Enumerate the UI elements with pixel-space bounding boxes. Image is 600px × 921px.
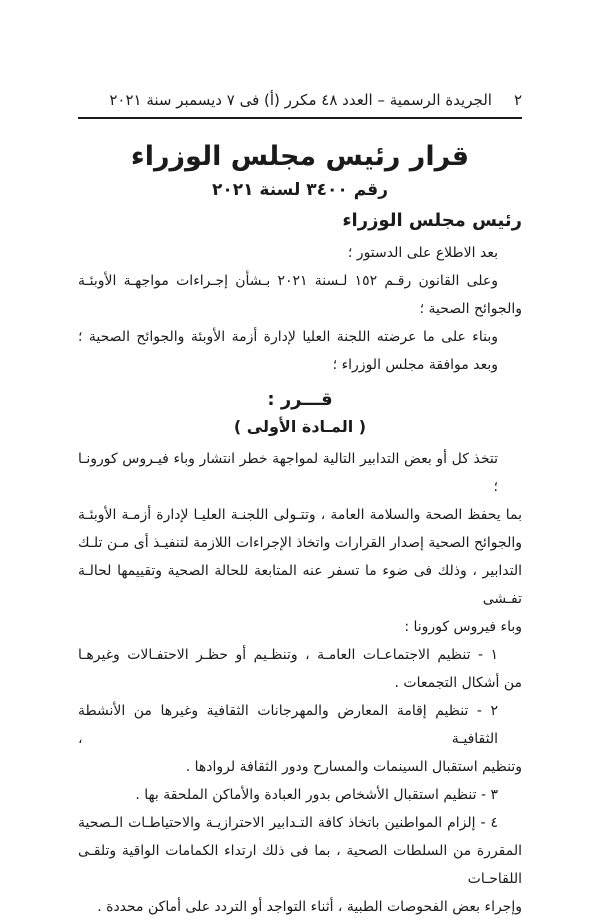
article-item-4-line-1: ٤ - إلزام المواطنين باتخاذ كافة التـدابير الاحترازيـة والاحتياطـات الـصحية bbox=[78, 815, 498, 831]
preamble-line-5: وبعد موافقة مجلس الوزراء ؛ bbox=[332, 357, 498, 373]
issue-line: الجريدة الرسمية – العدد ٤٨ مكرر (أ) فى ٧ ديسمبر سنة ٢٠٢١ bbox=[109, 91, 492, 109]
preamble-line-3: والجوائح الصحية ؛ bbox=[419, 301, 522, 317]
header-rule bbox=[78, 117, 522, 119]
decree-body bbox=[78, 139, 522, 921]
preamble-section bbox=[78, 239, 522, 379]
article-item-1-line-1: ١ - تنظيم الاجتماعـات العامـة ، وتنظـيم أو حظـر الاحتفـالات وغيرهـا bbox=[78, 647, 498, 663]
article-one-heading: ( المـادة الأولى ) bbox=[233, 417, 367, 436]
article-line-1: تتخذ كل أو بعض التدابير التالية لمواجهة خطر انتشار وباء فيـروس كورونـا ؛ bbox=[78, 451, 498, 495]
article-item-2-line-2: وتنظيم استقبال السينمات والمسارح ودور الثقافة لروادها . bbox=[185, 759, 522, 775]
article-item-4-line-3: وإجراء بعض الفحوصات الطبية ، أثناء التواجد أو التردد على أماكن محددة . bbox=[97, 899, 522, 915]
article-line-4: التدابير ، وذلك فى ضوء ما تسفر عنه المتابعة للحالة الصحية وتقييمها لحالـة تفـشى bbox=[78, 563, 522, 607]
page-number: ٢ bbox=[513, 91, 522, 109]
issuer-heading: رئيس مجلس الوزراء bbox=[342, 210, 522, 231]
article-item-1-line-2: من أشكال التجمعات . bbox=[394, 675, 522, 691]
preamble-line-4: وبناء على ما عرضته اللجنة العليا لإدارة أزمة الأوبئة والجوائح الصحية ؛ bbox=[78, 329, 498, 345]
article-one-section bbox=[78, 445, 522, 921]
article-line-3: والجوائح الصحية إصدار القرارات واتخاذ الإجراءات اللازمة لتنفيـذ أى مـن تلـك bbox=[78, 535, 522, 551]
preamble-line-2: وعلى القانون رقـم ١٥٢ لـسنة ٢٠٢١ بـشأن إجـراءات مواجهـة الأوبئـة bbox=[78, 273, 498, 289]
preamble-line-1: بعد الاطلاع على الدستور ؛ bbox=[347, 245, 498, 261]
page-header bbox=[78, 90, 522, 119]
article-line-5: وباء فيروس كورونا : bbox=[404, 619, 522, 635]
article-item-4-line-2: المقررة من السلطات الصحية ، بما فى ذلك ارتداء الكمامات الواقية وتلقـى اللقاحـات bbox=[78, 843, 522, 887]
article-line-2: بما يحفظ الصحة والسلامة العامة ، وتتـولى اللجنـة العليـا لإدارة أزمـة الأوبئـة bbox=[78, 507, 522, 523]
decree-title: قرار رئيس مجلس الوزراء bbox=[130, 141, 470, 172]
header-row bbox=[78, 90, 522, 110]
decree-number: رقم ٣٤٠٠ لسنة ٢٠٢١ bbox=[212, 180, 388, 200]
page-content bbox=[78, 0, 522, 921]
decree-word: قـــرر : bbox=[267, 389, 333, 410]
article-item-2-line-1: ٢ - تنظيم إقامة المعارض والمهرجانات الثقافية وغيرها من الأنشطة الثقافيـة ، bbox=[78, 703, 498, 747]
article-item-3-line-1: ٣ - تنظيم استقبال الأشخاص بدور العبادة والأماكن الملحقة بها . bbox=[135, 787, 498, 803]
